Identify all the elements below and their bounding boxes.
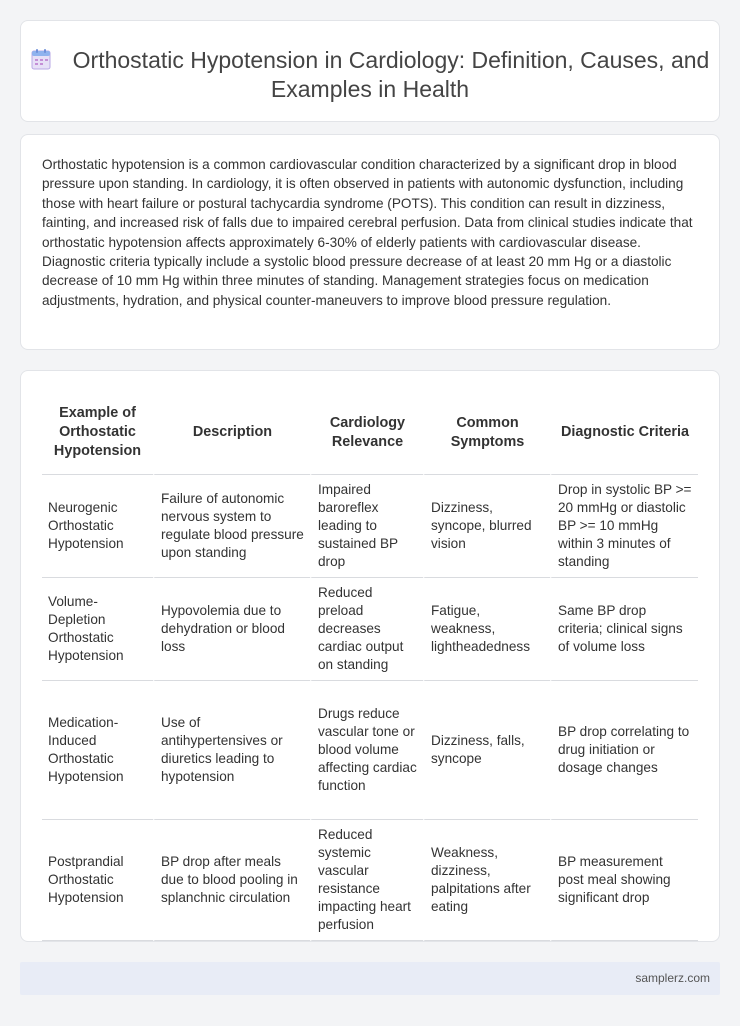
table-cell: Impaired baroreflex leading to sustained BP drop: [310, 475, 423, 578]
table-cell: Medication-Induced Orthostatic Hypotension: [42, 681, 153, 820]
column-header: Cardiology Relevance: [310, 391, 423, 475]
title-card: [20, 20, 720, 122]
intro-paragraph: Orthostatic hypotension is a common cardiovascular condition characterized by a significant drop in blood pressure upon standing. In cardiology, it is often observed in patients with autonomic dysfunction, including those with heart failure or postural tachycardia syndrome (POTS). This condition can result in dizziness, fainting, and increased risk of falls due to impaired cerebral perfusion. Data from clinical studies indicate that orthostatic hypotension affects approximately 6-30% of elderly patients with cardiovascular disease. Diagnostic criteria typically include a systolic blood pressure decrease of at least 20 mm Hg or a diastolic decrease of 10 mm Hg within three minutes of standing. Management strategies focus on medication adjustments, hydration, and physical counter-maneuvers to improve blood pressure regulation.: [42, 157, 693, 308]
table-cell: Postprandial Orthostatic Hypotension: [42, 820, 153, 941]
table-cell: Dizziness, falls, syncope: [423, 681, 550, 820]
table-card: [20, 370, 720, 942]
intro-card: [20, 134, 720, 350]
table-cell: Neurogenic Orthostatic Hypotension: [42, 475, 153, 578]
table-cell: BP drop correlating to drug initiation or dosage changes: [550, 681, 698, 820]
table-cell: Dizziness, syncope, blurred vision: [423, 475, 550, 578]
table-header-row: [42, 391, 698, 475]
column-header: Diagnostic Criteria: [550, 391, 698, 475]
table-row: [42, 681, 698, 820]
table-cell: Hypovolemia due to dehydration or blood loss: [153, 578, 310, 681]
footer-site-link[interactable]: samplerz.com: [635, 971, 710, 985]
table-cell: BP measurement post meal showing significant drop: [550, 820, 698, 941]
column-header: Example of Orthostatic Hypotension: [42, 391, 153, 475]
document-icon: [31, 48, 51, 70]
table-cell: Weakness, dizziness, palpitations after eating: [423, 820, 550, 941]
title-wrap: [21, 46, 719, 104]
column-header: Description: [153, 391, 310, 475]
table-cell: Volume-Depletion Orthostatic Hypotension: [42, 578, 153, 681]
table-cell: Failure of autonomic nervous system to regulate blood pressure upon standing: [153, 475, 310, 578]
table-row: [42, 820, 698, 941]
table-cell: Same BP drop criteria; clinical signs of volume loss: [550, 578, 698, 681]
column-header: Common Symptoms: [423, 391, 550, 475]
table-cell: Use of antihypertensives or diuretics leading to hypotension: [153, 681, 310, 820]
table-cell: Reduced preload decreases cardiac output on standing: [310, 578, 423, 681]
table-cell: Reduced systemic vascular resistance impacting heart perfusion: [310, 820, 423, 941]
footer: [20, 962, 720, 995]
table-cell: Fatigue, weakness, lightheadedness: [423, 578, 550, 681]
table-row: [42, 578, 698, 681]
examples-table: [42, 391, 698, 941]
table-cell: Drugs reduce vascular tone or blood volume affecting cardiac function: [310, 681, 423, 820]
page-title: Orthostatic Hypotension in Cardiology: Definition, Causes, and Examples in Health: [72, 47, 710, 102]
table-row: [42, 475, 698, 578]
table-cell: Drop in systolic BP >= 20 mmHg or diastolic BP >= 10 mmHg within 3 minutes of standing: [550, 475, 698, 578]
table-cell: BP drop after meals due to blood pooling in splanchnic circulation: [153, 820, 310, 941]
